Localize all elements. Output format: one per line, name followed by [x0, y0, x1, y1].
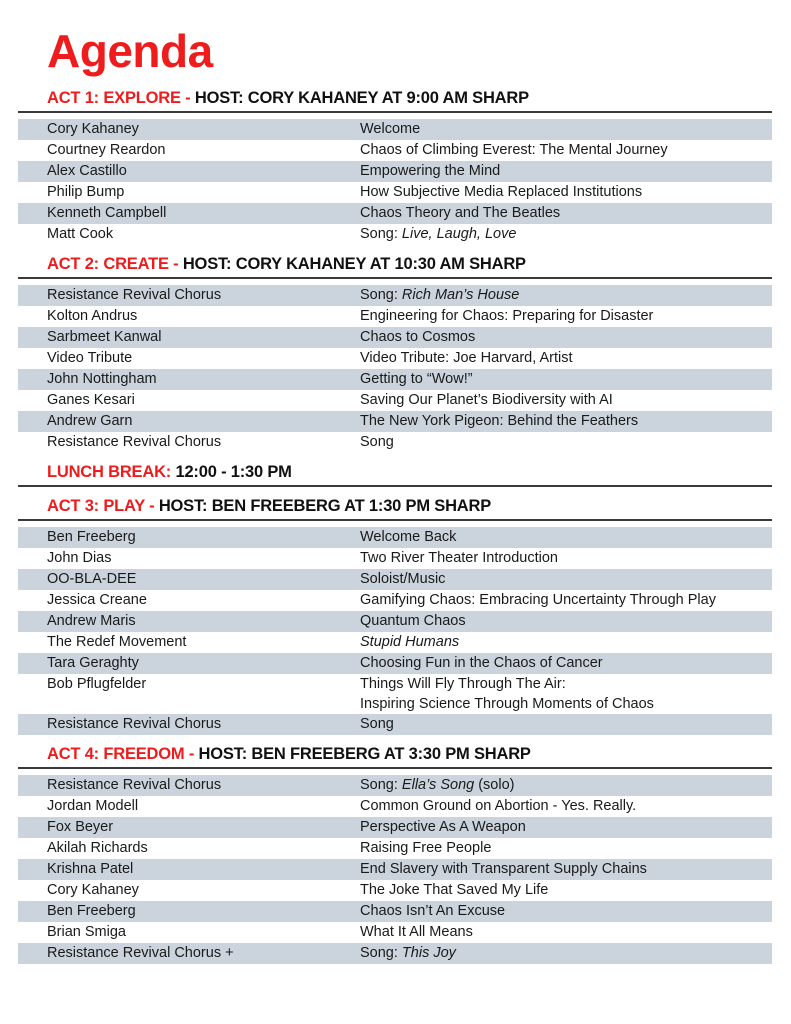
agenda-row: [18, 611, 772, 632]
talk-topic: [360, 859, 772, 880]
section-divider: [18, 277, 772, 279]
speaker-name: OO-BLA-DEE: [47, 571, 137, 587]
agenda-section: [18, 88, 772, 245]
section-label: ACT 3: PLAY -: [47, 497, 155, 515]
speaker-name: John Dias: [47, 550, 112, 566]
agenda-row: [18, 859, 772, 880]
talk-topic: [360, 674, 772, 714]
agenda-row: [18, 901, 772, 922]
topic-text: Welcome Back: [360, 529, 457, 545]
talk-topic: [360, 182, 772, 203]
section-label: ACT 2: CREATE -: [47, 255, 179, 273]
speaker-name: Akilah Richards: [47, 840, 148, 856]
agenda-row: [18, 411, 772, 432]
section-host: 12:00 - 1:30 PM: [175, 463, 292, 481]
agenda-row: [18, 674, 772, 714]
topic-text: Chaos Theory and The Beatles: [360, 205, 561, 221]
topic-text: Common Ground on Abortion - Yes. Really.: [360, 798, 637, 814]
topic-text: What It All Means: [360, 924, 473, 940]
section-heading: [18, 744, 772, 764]
agenda-row: [18, 548, 772, 569]
agenda-table: [18, 285, 772, 453]
agenda-row: [18, 140, 772, 161]
topic-text: Song: [360, 434, 394, 450]
talk-topic: [360, 548, 772, 569]
talk-topic: [360, 203, 772, 224]
speaker-name: Andrew Maris: [47, 613, 136, 629]
agenda-row: [18, 327, 772, 348]
topic-text: Soloist/Music: [360, 571, 446, 587]
topic-text: Quantum Chaos: [360, 613, 466, 629]
section-host: HOST: CORY KAHANEY AT 9:00 AM SHARP: [194, 89, 529, 107]
topic-text: Song:: [360, 287, 402, 303]
talk-topic: [360, 653, 772, 674]
topic-text: End Slavery with Transparent Supply Chains: [360, 861, 647, 877]
agenda-row: [18, 527, 772, 548]
agenda-row: [18, 817, 772, 838]
topic-text: Empowering the Mind: [360, 163, 501, 179]
speaker-name: Kenneth Campbell: [47, 205, 167, 221]
talk-topic: [360, 527, 772, 548]
agenda-row: [18, 569, 772, 590]
topic-text: Engineering for Chaos: Preparing for Disaster: [360, 308, 654, 324]
section-label: LUNCH BREAK:: [47, 463, 172, 481]
agenda-table: [18, 119, 772, 245]
agenda-row: [18, 653, 772, 674]
topic-text: Welcome: [360, 121, 421, 137]
talk-topic: [360, 590, 772, 611]
agenda-content: [18, 88, 772, 973]
agenda-row: [18, 390, 772, 411]
talk-topic: [360, 224, 772, 245]
speaker-name: Resistance Revival Chorus: [47, 434, 222, 450]
topic-text: The New York Pigeon: Behind the Feathers: [360, 413, 639, 429]
agenda-row: [18, 432, 772, 453]
agenda-row: [18, 838, 772, 859]
topic-text: Saving Our Planet’s Biodiversity with AI: [360, 392, 613, 408]
topic-italic-title: Stupid Humans: [360, 634, 460, 650]
speaker-name: Sarbmeet Kanwal: [47, 329, 162, 345]
topic-text: Chaos of Climbing Everest: The Mental Journey: [360, 142, 668, 158]
agenda-row: [18, 203, 772, 224]
agenda-row: [18, 182, 772, 203]
speaker-name: Fox Beyer: [47, 819, 114, 835]
topic-text: Chaos Isn’t An Excuse: [360, 903, 506, 919]
talk-topic: [360, 838, 772, 859]
talk-topic: [360, 796, 772, 817]
talk-topic: [360, 411, 772, 432]
talk-topic: [360, 119, 772, 140]
topic-text: Chaos to Cosmos: [360, 329, 476, 345]
agenda-row: [18, 922, 772, 943]
talk-topic: [360, 880, 772, 901]
speaker-name: Jessica Creane: [47, 592, 147, 608]
agenda-row: [18, 285, 772, 306]
topic-text: Song:: [360, 945, 402, 961]
section-label: ACT 4: FREEDOM -: [47, 745, 195, 763]
talk-topic: [360, 943, 772, 964]
speaker-name: Ben Freeberg: [47, 529, 136, 545]
topic-text: Getting to “Wow!”: [360, 371, 473, 387]
agenda-row: [18, 306, 772, 327]
speaker-name: Ganes Kesari: [47, 392, 135, 408]
agenda-row: [18, 348, 772, 369]
agenda-table: [18, 527, 772, 735]
talk-topic: [360, 369, 772, 390]
topic-text: Perspective As A Weapon: [360, 819, 526, 835]
speaker-name: Kolton Andrus: [47, 308, 138, 324]
talk-topic: [360, 140, 772, 161]
topic-text: Gamifying Chaos: Embracing Uncertainty Through Play: [360, 592, 716, 608]
speaker-name: Courtney Reardon: [47, 142, 166, 158]
talk-topic: [360, 775, 772, 796]
speaker-name: Philip Bump: [47, 184, 125, 200]
speaker-name: Krishna Patel: [47, 861, 134, 877]
agenda-row: [18, 161, 772, 182]
topic-text: How Subjective Media Replaced Institutions: [360, 184, 643, 200]
talk-topic: [360, 390, 772, 411]
topic-text: Video Tribute: Joe Harvard, Artist: [360, 350, 573, 366]
speaker-name: Cory Kahaney: [47, 121, 139, 137]
talk-topic: [360, 161, 772, 182]
agenda-row: [18, 632, 772, 653]
section-heading: [18, 496, 772, 516]
speaker-name: Brian Smiga: [47, 924, 126, 940]
speaker-name: Cory Kahaney: [47, 882, 139, 898]
talk-topic: [360, 327, 772, 348]
agenda-row: [18, 590, 772, 611]
speaker-name: Alex Castillo: [47, 163, 127, 179]
section-divider: [18, 111, 772, 113]
speaker-name: Tara Geraghty: [47, 655, 139, 671]
talk-topic: [360, 922, 772, 943]
speaker-name: Video Tribute: [47, 350, 133, 366]
talk-topic: [360, 348, 772, 369]
speaker-name: Jordan Modell: [47, 798, 139, 814]
agenda-section: [18, 462, 772, 487]
speaker-name: Matt Cook: [47, 226, 114, 242]
talk-topic: [360, 611, 772, 632]
section-divider: [18, 485, 772, 487]
speaker-name: Resistance Revival Chorus +: [47, 945, 234, 961]
agenda-section: [18, 744, 772, 964]
speaker-name: John Nottingham: [47, 371, 157, 387]
agenda-section: [18, 254, 772, 453]
topic-text: Choosing Fun in the Chaos of Cancer: [360, 655, 603, 671]
talk-topic: [360, 632, 772, 653]
agenda-row: [18, 775, 772, 796]
agenda-row: [18, 369, 772, 390]
speaker-name: Andrew Garn: [47, 413, 133, 429]
section-divider: [18, 767, 772, 769]
page-title: Agenda: [47, 25, 213, 77]
agenda-table: [18, 775, 772, 964]
agenda-row: [18, 119, 772, 140]
agenda-section: [18, 496, 772, 735]
section-host: HOST: CORY KAHANEY AT 10:30 AM SHARP: [182, 255, 526, 273]
section-host: HOST: BEN FREEBERG AT 1:30 PM SHARP: [158, 497, 492, 515]
speaker-name: Bob Pflugfelder: [47, 676, 147, 692]
topic-text: Song:: [360, 777, 402, 793]
topic-italic-title: This Joy: [401, 945, 456, 961]
talk-topic: [360, 306, 772, 327]
topic-text: Song: [360, 716, 394, 732]
agenda-row: [18, 796, 772, 817]
section-divider: [18, 519, 772, 521]
topic-text-line2: Inspiring Science Through Moments of Chaos: [360, 696, 654, 712]
topic-italic-title: Ella’s Song: [401, 777, 475, 793]
speaker-name: Ben Freeberg: [47, 903, 136, 919]
talk-topic: [360, 817, 772, 838]
topic-italic-title: Rich Man’s House: [401, 287, 520, 303]
section-label: ACT 1: EXPLORE -: [47, 89, 191, 107]
speaker-name: The Redef Movement: [47, 634, 187, 650]
speaker-name: Resistance Revival Chorus: [47, 777, 222, 793]
topic-text: The Joke That Saved My Life: [360, 882, 549, 898]
agenda-row: [18, 943, 772, 964]
agenda-row: [18, 224, 772, 245]
speaker-name: Resistance Revival Chorus: [47, 287, 222, 303]
topic-suffix: (solo): [474, 777, 515, 793]
topic-text: Things Will Fly Through The Air:: [360, 676, 566, 692]
agenda-row: [18, 880, 772, 901]
speaker-name: Resistance Revival Chorus: [47, 716, 222, 732]
agenda-row: [18, 714, 772, 735]
talk-topic: [360, 901, 772, 922]
talk-topic: [360, 569, 772, 590]
talk-topic: [360, 432, 772, 453]
section-host: HOST: BEN FREEBERG AT 3:30 PM SHARP: [198, 745, 531, 763]
topic-text: Two River Theater Introduction: [360, 550, 558, 566]
section-heading: [18, 88, 772, 108]
topic-text: Raising Free People: [360, 840, 492, 856]
topic-text: Song:: [360, 226, 402, 242]
talk-topic: [360, 714, 772, 735]
section-heading: [18, 254, 772, 274]
talk-topic: [360, 285, 772, 306]
topic-italic-title: Live, Laugh, Love: [401, 226, 517, 242]
section-heading: [18, 462, 772, 482]
